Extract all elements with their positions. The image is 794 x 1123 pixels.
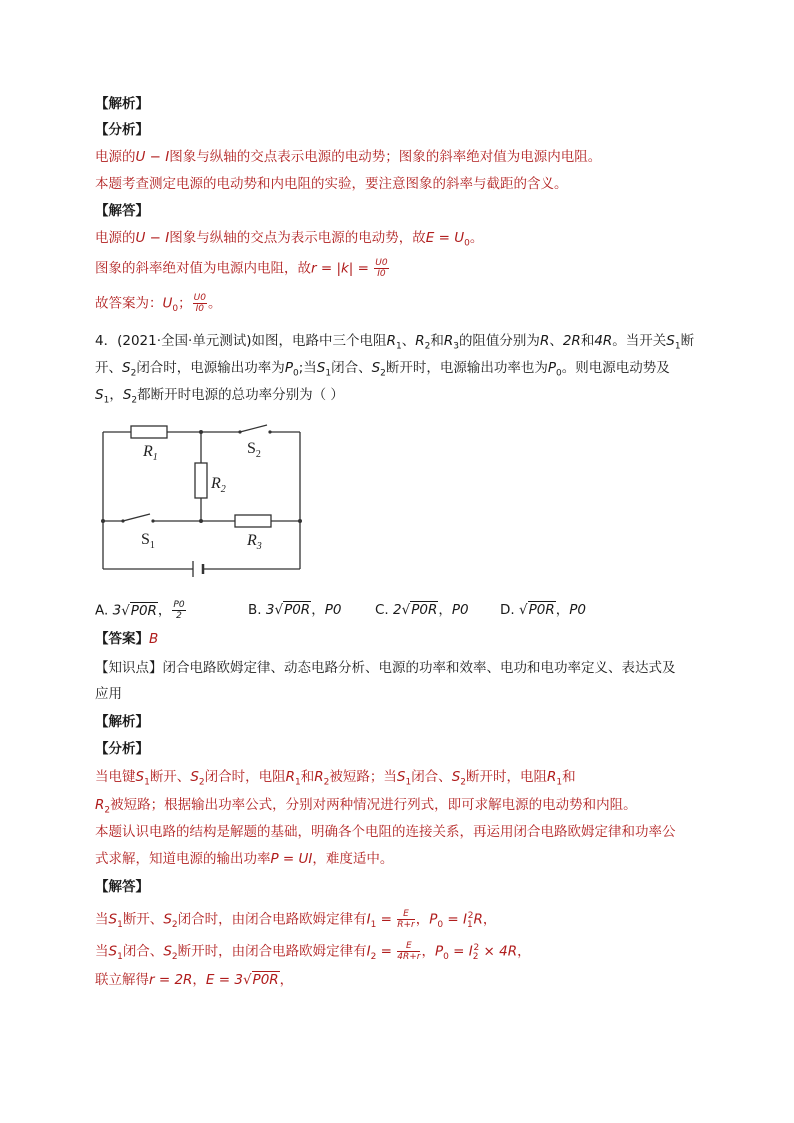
label-s1: $S_1$ [141, 531, 155, 551]
fenxi-line-2: 本题考查测定电源的电动势和内电阻的实验，要注意图象的斜率与截距的含义。 [95, 176, 568, 192]
fenxi-heading-2: 【分析】 [95, 741, 149, 757]
jieda2-line-2: 当$S_1$闭合、$S_2$断开时，由闭合电路欧姆定律有$I_2$ = $\frac{E}{4R+r}$ ，$P_0 = I_2^2 \times 4R$， [95, 941, 531, 963]
circuit-diagram [95, 418, 310, 580]
label-r1: $R_1$ [143, 443, 158, 463]
answer-line: 【答案】B [95, 631, 159, 647]
jieda-line-1: 电源的U − I图象与纵轴的交点为表示电源的电动势，故$E = U_0$。 [95, 230, 484, 249]
option-b[interactable]: B. 3√P0R，P0 [248, 602, 342, 618]
switch-s1 [123, 514, 150, 521]
jieda-line-2: 图象的斜率绝对值为电源内电阻，故r = |k| = $\frac{U0}{I0}$ [95, 258, 388, 279]
jieda-heading: 【解答】 [95, 203, 149, 219]
jieda2-line-3: 联立解得r = 2R，E = 3√P0R， [95, 972, 294, 988]
fenxi-line-1: 电源的U − I图象与纵轴的交点表示电源的电动势；图象的斜率绝对值为电源内电阻。 [95, 149, 602, 165]
switch-contact [121, 519, 124, 522]
fenxi-heading: 【分析】 [95, 122, 149, 138]
option-a[interactable]: A. 3√P0R， $\frac{P0}{2}$ [95, 600, 185, 621]
option-d[interactable]: D. √P0R，P0 [500, 602, 586, 618]
knowledge-points-1: 【知识点】闭合电路欧姆定律、动态电路分析、电源的功率和效率、电功和电功率定义、表达式及 [95, 660, 676, 676]
fenxi2-line-3: 本题认识电路的结构是解题的基础，明确各个电阻的连接关系，再运用闭合电路欧姆定律和功率公 [95, 824, 676, 840]
switch-contact [151, 519, 154, 522]
label-s2: $S_2$ [247, 440, 261, 460]
jieda2-line-1: 当$S_1$断开、$S_2$闭合时，由闭合电路欧姆定律有$I_1$ = $\frac{E}{R+r}$ ，$P_0 = I_1^2R$， [95, 909, 497, 931]
jieda-line-3: 故答案为：$U_0$； $\frac{U0}{I0}$ 。 [95, 293, 222, 315]
question-4-line-3: $S_1$，$S_2$都断开时电源的总功率分别为（ ） [95, 387, 344, 406]
analysis-heading-2: 【解析】 [95, 714, 149, 730]
label-r2: $R_2$ [211, 475, 226, 495]
switch-contact [268, 430, 271, 433]
fenxi2-line-4: 式求解，知道电源的输出功率P = UI，难度适中。 [95, 851, 394, 867]
fenxi2-line-1: 当电键$S_1$断开、$S_2$闭合时，电阻$R_1$和$R_2$被短路；当$S_1$闭合、$S_2$断开时，电阻$R_1$和 [95, 769, 576, 788]
question-4-line-1: 4．(2021·全国·单元测试)如图，电路中三个电阻$R_1$、$R_2$和$R_3$的阻值分别为R、2R和4R。当开关$S_1$断 [95, 333, 695, 352]
resistor-r3 [235, 515, 271, 527]
switch-contact [238, 430, 241, 433]
switch-s2 [240, 425, 267, 432]
analysis-heading: 【解析】 [95, 96, 149, 112]
question-4-line-2: 开、$S_2$闭合时，电源输出功率为$P_0$;当$S_1$闭合、$S_2$断开时，电源输出功率也为$P_0$。则电源电动势及 [95, 360, 670, 379]
fenxi2-line-2: $R_2$被短路；根据输出功率公式，分别对两种情况进行列式，即可求解电源的电动势和内阻。 [95, 797, 637, 816]
resistor-r1 [131, 426, 167, 438]
resistor-r2 [195, 463, 207, 498]
junction-dot [101, 519, 105, 523]
jieda-heading-2: 【解答】 [95, 879, 149, 895]
junction-dot [298, 519, 302, 523]
junction-dot [199, 430, 203, 434]
label-r3: $R_3$ [247, 532, 262, 552]
junction-dot [199, 519, 203, 523]
option-c[interactable]: C. 2√P0R，P0 [375, 602, 469, 618]
knowledge-points-2: 应用 [95, 686, 122, 702]
